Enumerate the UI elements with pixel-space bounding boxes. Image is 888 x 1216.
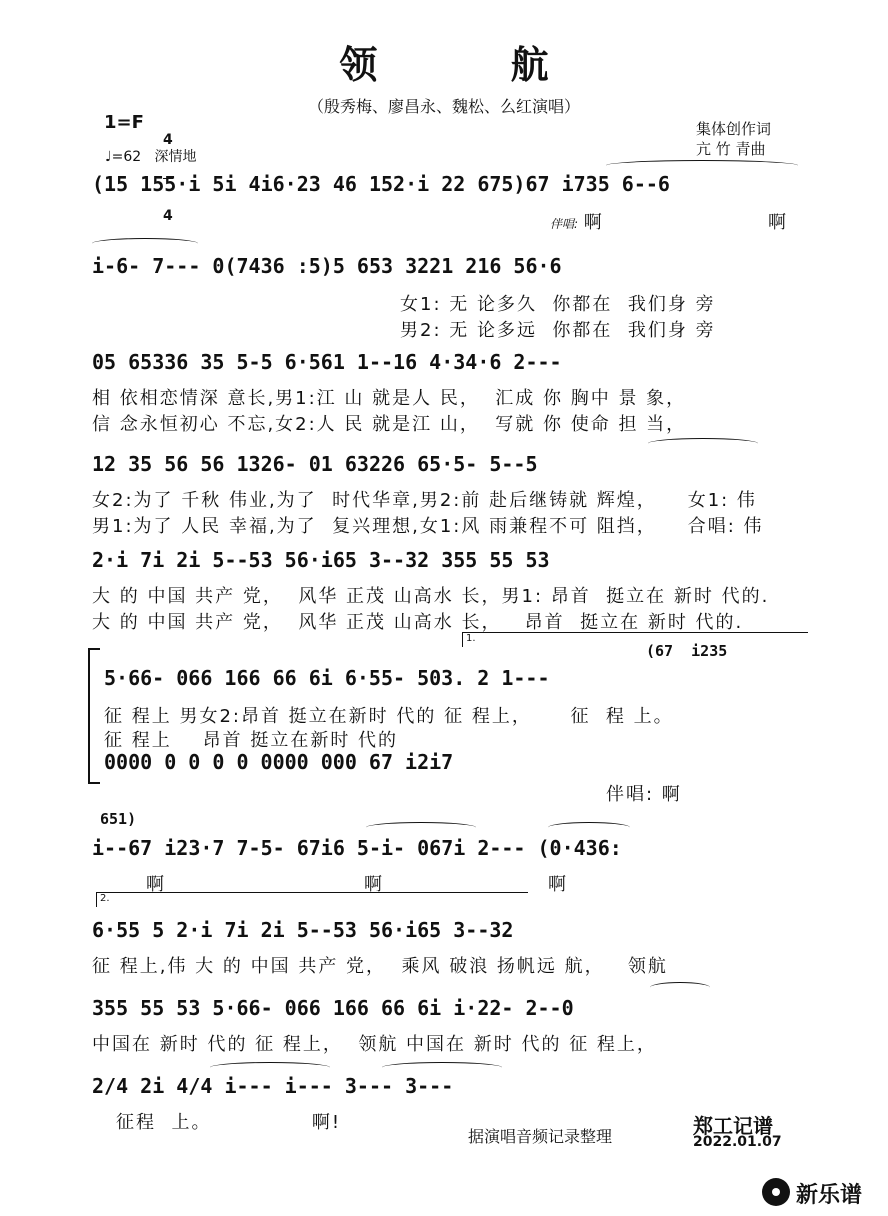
score-line-10: 2/4 2i 4/4 i--- i--- 3--- 3--- <box>92 1074 454 1098</box>
slur <box>210 1062 330 1073</box>
slur <box>606 160 798 171</box>
slur <box>548 822 630 833</box>
score-line-7-upper-notes: 651) <box>100 810 137 828</box>
line6-lower-lyric: 伴唱: 啊 <box>606 784 682 805</box>
key-signature: 1=F <box>104 112 144 133</box>
line3-lyric-b: 信 念永恒初心 不忘,女2:人 民 就是江 山， 写就 你 使命 担 当， <box>92 414 687 435</box>
score-line-9: 355 55 53 5·66- 066 166 66 6i i·22- 2--0 <box>92 996 574 1020</box>
volta-2: 2. <box>96 892 528 907</box>
score-line-5: 2·i 7i 2i 5--53 56·i65 3--32 355 55 53 <box>92 548 550 572</box>
page-title: 领 航 <box>339 43 609 87</box>
slur <box>650 982 710 993</box>
time-sig-top: 4 <box>163 132 173 148</box>
volta-1: 1. <box>462 632 808 647</box>
time-sig-bottom: 4 <box>163 208 173 224</box>
brand-logo <box>762 1176 882 1210</box>
score-line-2: i-6- 7--- 0(7436 :5)5 653 3221 216 56·6 <box>92 254 562 278</box>
line6-lyric-b: 征 程上 昂首 挺立在新时 代的 <box>104 730 399 751</box>
line7-lyric-2: 啊 <box>364 874 382 895</box>
lyricist-credit: 集体创作词 <box>696 120 772 138</box>
composer-credit: 亢 竹 青曲 <box>696 140 766 158</box>
line8-lyric: 征 程上,伟 大 的 中国 共产 党， 乘风 破浪 扬帆远 航， 领航 <box>92 956 668 977</box>
line3-lyric-a: 相 依相恋情深 意长,男1:江 山 就是人 民， 汇成 你 胸中 景 象， <box>92 388 687 409</box>
slur <box>382 1062 502 1073</box>
score-line-8: 6·55 5 2·i 7i 2i 5--53 56·i65 3--32 <box>92 918 514 942</box>
line1-lyric-chorus-2: 啊 <box>768 212 786 233</box>
line9-lyric: 中国在 新时 代的 征 程上， 领航 中国在 新时 代的 征 程上， <box>92 1034 657 1055</box>
line1-lyric-chorus: 伴唱: 啊 <box>550 212 602 233</box>
line4-lyric-a: 女2:为了 千秋 伟业,为了 时代华章,男2:前 赴后继铸就 辉煌， 女1: 伟 <box>92 490 757 511</box>
singers-subtitle: （殷秀梅、廖昌永、魏松、么红演唱） <box>307 97 580 116</box>
score-line-6: 5·66- 066 166 66 6i 6·55- 503. 2 1--- <box>104 666 550 690</box>
slur <box>92 238 198 249</box>
system-brace <box>88 648 100 784</box>
line6-lyric-a: 征 程上 男女2:昂首 挺立在新时 代的 征 程上， 征 程 上。 <box>104 706 674 727</box>
transcriber-stamp: 郑工记谱 <box>693 1114 773 1138</box>
transcription-date: 2022.01.07 <box>693 1134 782 1150</box>
score-line-1: (15 155·i 5i 4i6·23 46 152·i 22 675)67 i735 6--6 <box>92 172 670 196</box>
tempo-marking: ♩=62 深情地 <box>105 149 197 165</box>
line5-lyric-b: 大 的 中国 共产 党， 风华 正茂 山高水 长， 昂首 挺立在 新时 代的. <box>92 612 744 633</box>
time-signature <box>163 103 173 239</box>
score-line-7: i--67 i23·7 7-5- 67i6 5-i- 067i 2--- (0·436: <box>92 836 622 860</box>
brand-name: 新乐谱 <box>796 1183 863 1208</box>
line10-lyric: 征程 上。 啊! <box>116 1112 342 1133</box>
score-line-3: 05 65336 35 5-5 6·561 1--16 4·34·6 2--- <box>92 350 562 374</box>
score-line-6-upper-notes: (67 i235 <box>646 642 728 660</box>
slur <box>366 822 476 833</box>
slur <box>648 438 758 449</box>
score-line-6-lower: 0000 0 0 0 0 0000 000 67 i2i7 <box>104 750 454 774</box>
line5-lyric-a: 大 的 中国 共产 党， 风华 正茂 山高水 长，男1: 昂首 挺立在 新时 代的. <box>92 586 770 607</box>
transcription-note: 据演唱音频记录整理 <box>468 1127 613 1146</box>
line2-lyric-male2: 男2: 无 论多远 你都在 我们身 旁 <box>400 320 716 341</box>
line7-lyric-1: 啊 <box>146 874 164 895</box>
line4-lyric-b: 男1:为了 人民 幸福,为了 复兴理想,女1:风 雨兼程不可 阻挡， 合唱: 伟 <box>92 516 764 537</box>
record-disc-icon <box>762 1178 790 1206</box>
score-line-4: 12 35 56 56 1326- 01 63226 65·5- 5--5 <box>92 452 538 476</box>
line2-lyric-female1: 女1: 无 论多久 你都在 我们身 旁 <box>400 294 716 315</box>
line7-lyric-3: 啊 <box>548 874 566 895</box>
